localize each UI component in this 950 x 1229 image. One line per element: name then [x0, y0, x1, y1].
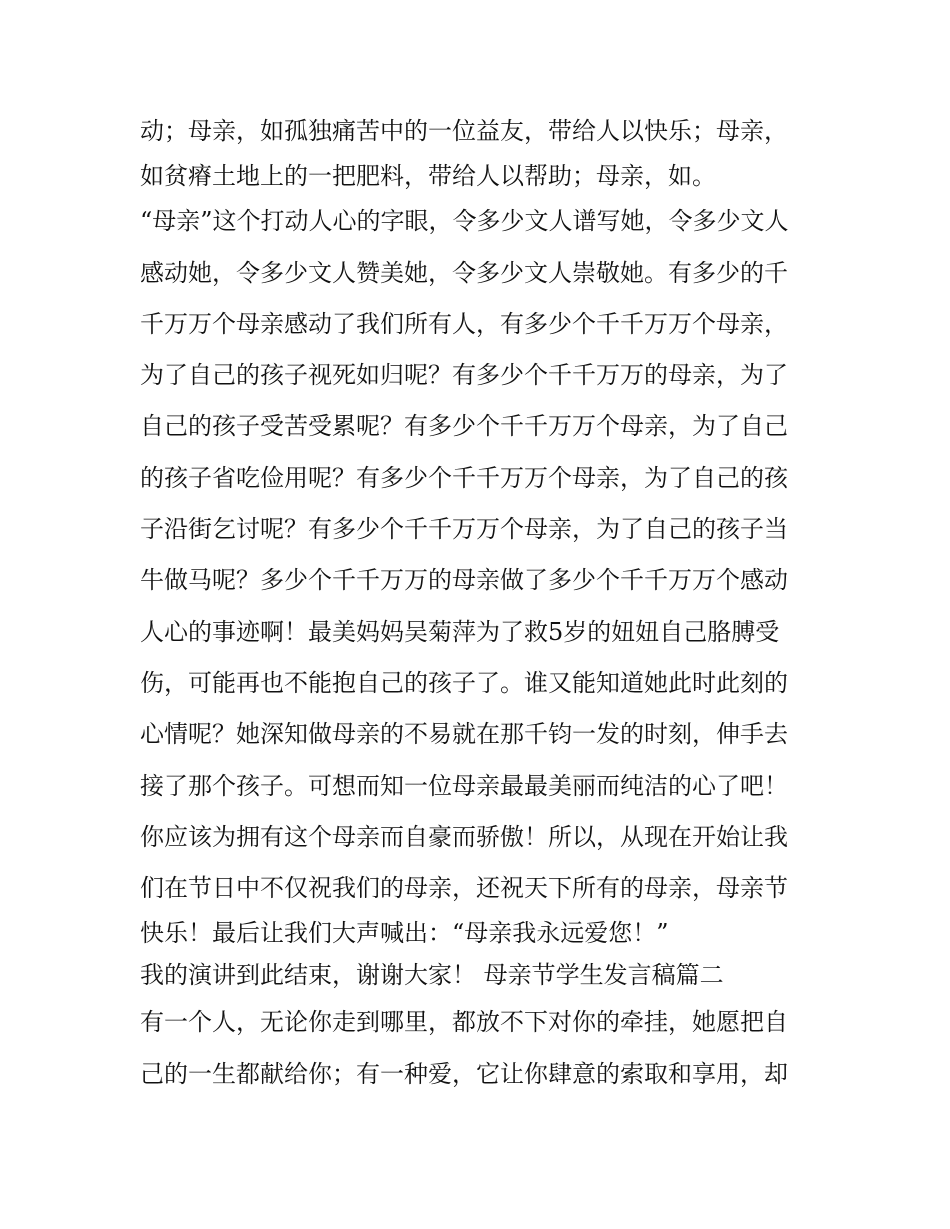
section-heading: 我的演讲到此结束，谢谢大家！ 母亲节学生发言稿篇二	[140, 961, 724, 990]
text-line: 如贫瘠土地上的一把肥料，带给人以帮助；母亲，如。	[140, 162, 716, 191]
text-line: 为了自己的孩子视死如归呢？有多少个千千万万的母亲，为了	[140, 361, 788, 390]
text-line: 牛做马呢？多少个千千万万的母亲做了多少个千千万万个感动	[140, 566, 788, 595]
text-line: 子沿街乞讨呢？有多少个千千万万个母亲，为了自己的孩子当	[140, 515, 788, 544]
text-line: 己的一生都献给你；有一种爱，它让你肆意的索取和享用，却	[140, 1059, 788, 1088]
text-line: 接了那个孩子。可想而知一位母亲最最美丽而纯洁的心了吧！	[140, 771, 788, 800]
text-line: 人心的事迹啊！最美妈妈吴菊萍为了救5岁的妞妞自己胳膊受	[140, 617, 780, 646]
text-line: 心情呢？她深知做母亲的不易就在那千钧一发的时刻，伸手去	[140, 720, 788, 749]
text-line: 伤，可能再也不能抱自己的孩子了。谁又能知道她此时此刻的	[140, 668, 788, 697]
body-text	[140, 106, 820, 1100]
text-line: “母亲”这个打动人心的字眼，令多少文人谱写她，令多少文人	[140, 207, 789, 236]
text-line: 动；母亲，如孤独痛苦中的一位益友，带给人以快乐；母亲，	[140, 117, 788, 145]
text-line: 自己的孩子受苦受累呢？有多少个千千万万个母亲，为了自己	[140, 412, 788, 441]
text-line: 的孩子省吃俭用呢？有多少个千千万万个母亲，为了自己的孩	[140, 463, 788, 492]
text-line: 有一个人，无论你走到哪里，都放不下对你的牵挂，她愿把自	[140, 1008, 788, 1037]
text-line: 快乐！最后让我们大声喊出：“母亲我永远爱您！”	[140, 919, 669, 948]
text-line: 你应该为拥有这个母亲而自豪而骄傲！所以，从现在开始让我	[140, 822, 788, 851]
text-line: 们在节日中不仅祝我们的母亲，还祝天下所有的母亲，母亲节	[140, 874, 788, 903]
text-line: 感动她，令多少文人赞美她，令多少文人崇敬她。有多少的千	[140, 258, 788, 287]
text-line: 千万万个母亲感动了我们所有人，有多少个千千万万个母亲，	[140, 309, 788, 338]
